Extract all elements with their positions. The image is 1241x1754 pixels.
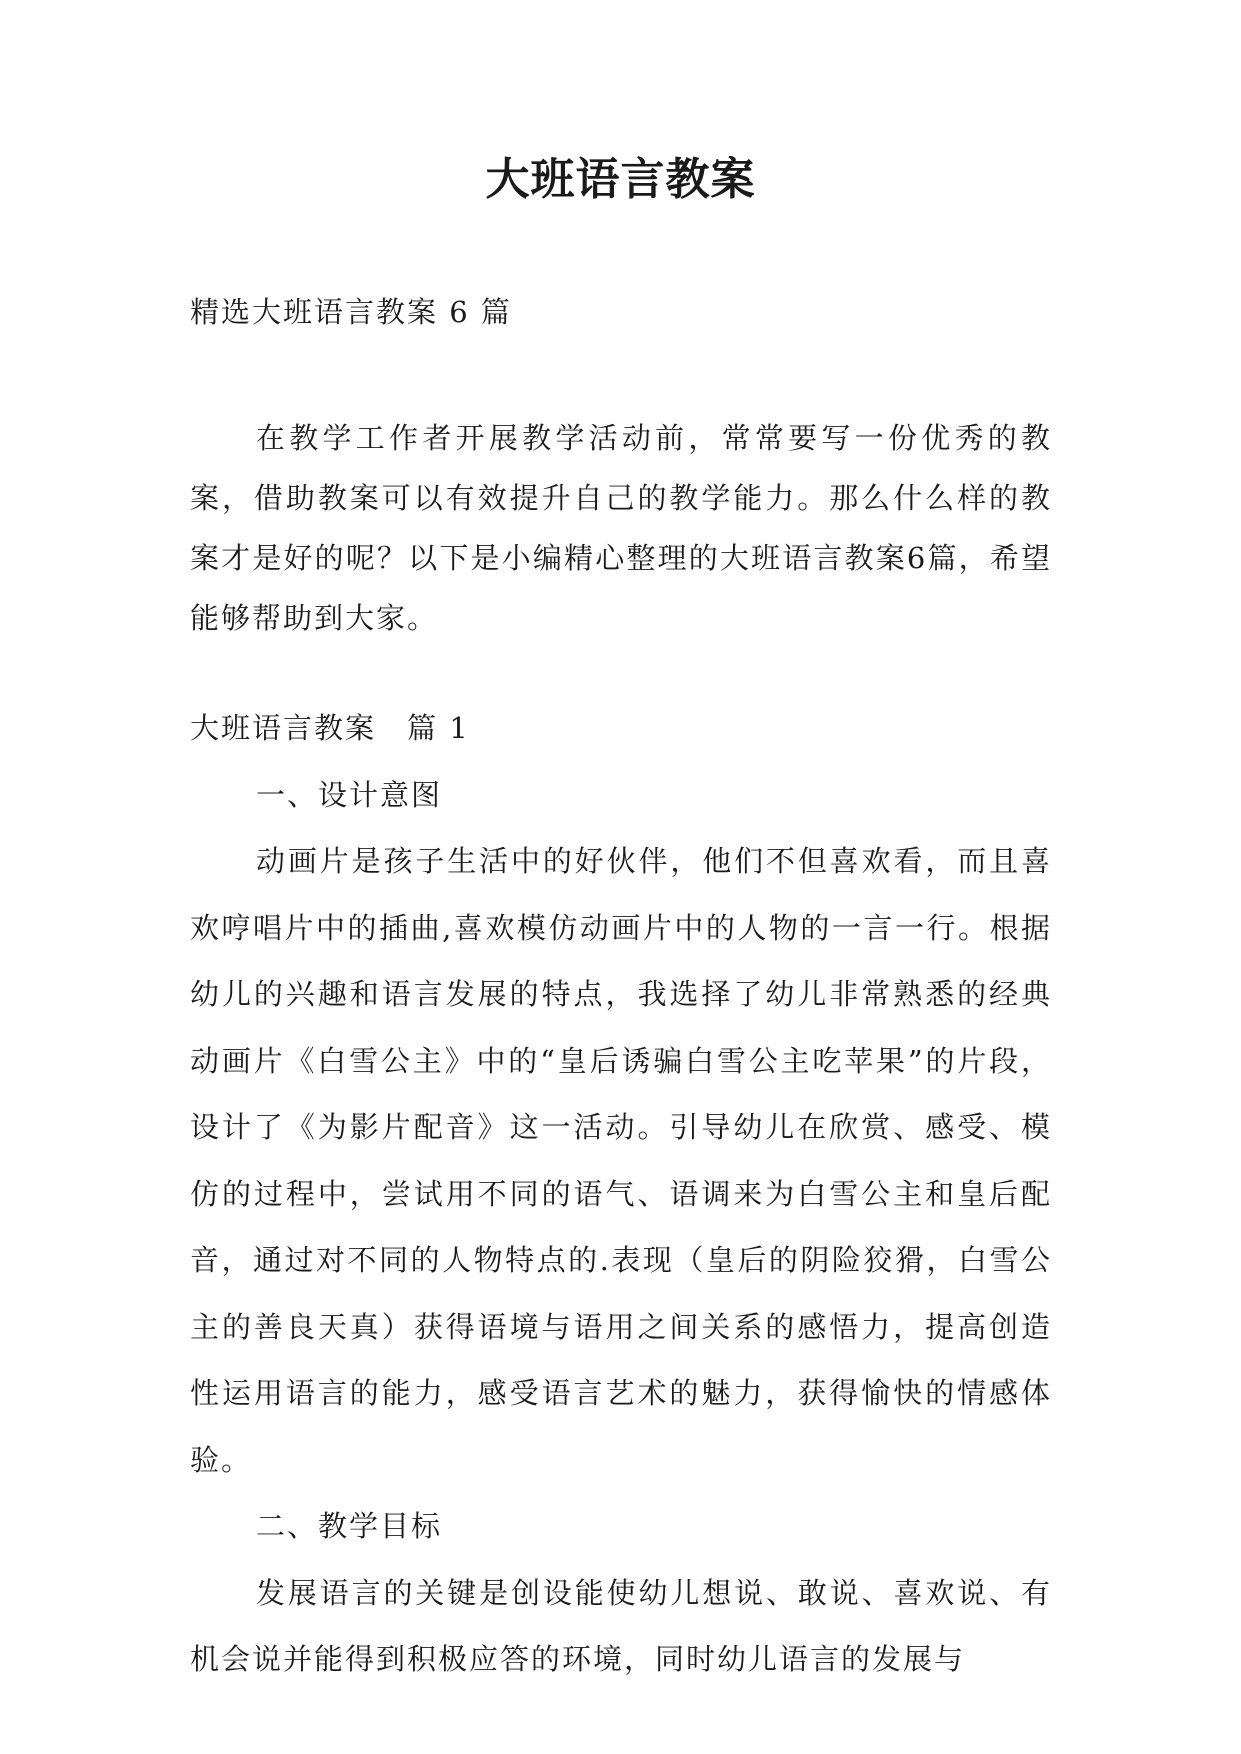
paragraph-teaching-goals: 发展语言的关键是创设能使幼儿想说、敢说、喜欢说、有机会说并能得到积极应答的环境，同时幼儿语言的发展与 [190, 1575, 1052, 1676]
section-title: 大班语言教案 篇 1 [190, 711, 470, 745]
paragraph-design-intent: 动画片是孩子生活中的好伙伴，他们不但喜欢看，而且喜欢哼唱片中的插曲,喜欢模仿动画片中的人物的一言一行。根据幼儿的兴趣和语言发展的特点，我选择了幼儿非常熟悉的经典动画片《白雪公主》中的“皇后诱骗白雪公主吃苹果”的片段，设计了《为影片配音》这一活动。引导幼儿在欣赏、感受、模仿的过程中，尝试用不同的语气、语调来为白雪公主和皇后配音，通过对不同的人物特点的.表现（皇后的阴险狡猾，白雪公主的善良天真）获得语境与语用之间关系的感悟力，提高创造性运用语言的能力，感受语言艺术的魅力，获得愉快的情感体验。 [190, 844, 1052, 1477]
heading-teaching-goals: 二、教学目标 [256, 1509, 443, 1543]
document-title: 大班语言教案 [485, 154, 756, 205]
heading-design-intent: 一、设计意图 [256, 777, 443, 812]
intro-block [190, 408, 1052, 648]
intro-paragraph: 在教学工作者开展教学活动前，常常要写一份优秀的教案，借助教案可以有效提升自己的教学能力。那么什么样的教案才是好的呢？以下是小编精心整理的大班语言教案6篇，希望能够帮助到大家。 [190, 421, 1052, 635]
document-subtitle: 精选大班语言教案 6 篇 [190, 295, 512, 329]
section-1 [190, 695, 1052, 1693]
